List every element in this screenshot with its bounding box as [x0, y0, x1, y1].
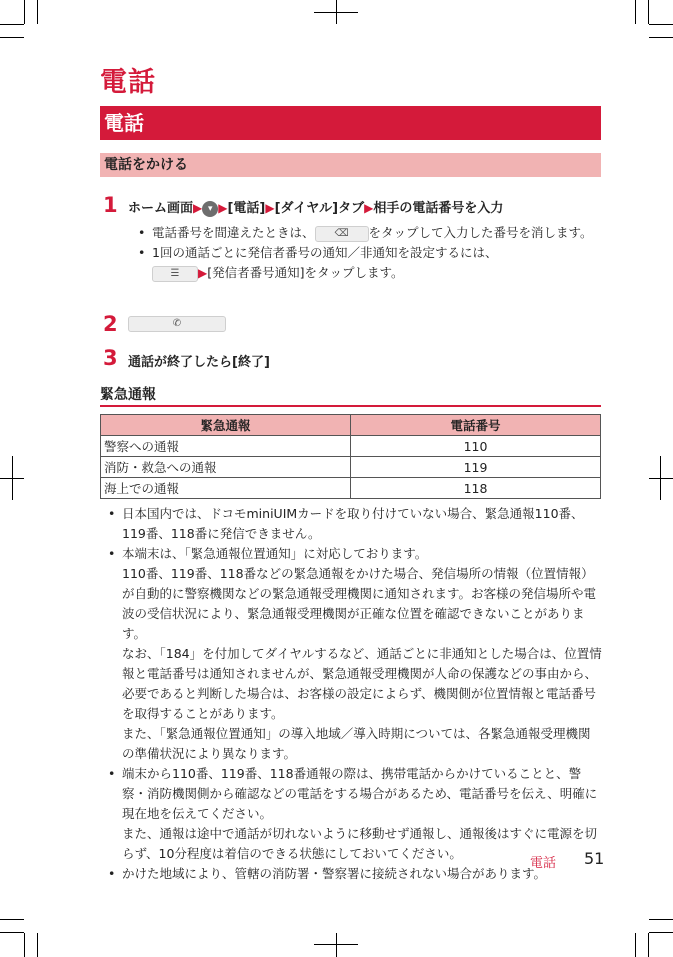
note-text: また、通報は途中で通話が切れないように移動せず通報し、通報後はすぐに電源を切らず、10分程度は着信のできる状態にしておいてください。: [122, 826, 598, 861]
table-cell: 警察への通報: [101, 436, 351, 457]
table-cell: 消防・救急への通報: [101, 457, 351, 478]
arrow-icon: ▶: [198, 266, 208, 280]
step-1-notes: [136, 223, 602, 283]
arrow-icon: ▶: [193, 201, 203, 215]
emergency-title: 緊急通報: [100, 387, 156, 403]
arrow-icon: ▶: [265, 201, 275, 215]
list-item: [106, 504, 602, 544]
emergency-notes: [106, 504, 605, 884]
backspace-key-icon: ⌫: [315, 226, 369, 242]
note-text: 110番、119番、118番などの緊急通報をかけた場合、発信場所の情報（位置情報）が自動的に警察機関などの緊急通報受理機関に通知されます。お客様の発信場所や電波の受信状況により、緊急通報受理機関が正確な位置を確認できないことがあります。: [122, 566, 597, 641]
table-cell: 110: [351, 436, 601, 457]
note-text: [発信者番号通知]をタップします。: [207, 265, 404, 280]
note-text: • 本端末は、「緊急通報位置通知」に対応しております。: [122, 546, 428, 561]
table-row: [101, 457, 601, 478]
note-text: また、「緊急通報位置通知」の導入地域／導入時期については、各緊急通報受理機関の準備状況により異なります。: [122, 726, 591, 761]
step-1-part-home: ホーム画面: [128, 201, 194, 216]
call-key-icon: ✆: [128, 316, 226, 332]
note-text: • 端末から110番、119番、118番通報の際は、携帯電話からかけていることと、警察・消防機関側から確認などの電話をする場合があるため、電話番号を伝え、明確に現在地を伝えてください。: [122, 766, 598, 821]
table-header: 緊急通報: [101, 415, 351, 436]
list-item: [106, 764, 602, 864]
table-header: 電話番号: [351, 415, 601, 436]
note-text: • 1回の通話ごとに発信者番号の通知／非通知を設定するには、: [152, 245, 498, 260]
footer-chapter-label: 電話: [530, 856, 557, 871]
section-subhead: 電話をかける: [100, 153, 601, 177]
step-1-instruction: [128, 197, 503, 217]
note-text: • かけた地域により、管轄の消防署・警察署に接続されない場合があります。: [122, 866, 547, 881]
step-3-number: 3: [103, 346, 118, 370]
note-text: をタップして入力した番号を消します。: [368, 225, 593, 240]
step-1-part-phone: [電話]: [227, 201, 266, 216]
list-item: [106, 544, 602, 764]
table-row: [101, 478, 601, 499]
menu-key-icon: ☰: [152, 266, 198, 282]
note-text: • 日本国内では、ドコモminiUIMカードを取り付けていない場合、緊急通報110番、119番、118番に発信できません。: [122, 506, 584, 541]
app-list-key-icon: ▾: [202, 201, 218, 217]
list-item: [136, 223, 602, 243]
page-title: 電話: [100, 67, 156, 98]
step-1-number: 1: [103, 193, 118, 217]
table-cell: 海上での通報: [101, 478, 351, 499]
arrow-icon: ▶: [218, 201, 228, 215]
step-1-part-enter: 相手の電話番号を入力: [373, 201, 504, 216]
arrow-icon: ▶: [364, 201, 374, 215]
list-item: [136, 243, 602, 283]
table-cell: 118: [351, 478, 601, 499]
emergency-table: [100, 414, 601, 499]
table-row: [101, 436, 601, 457]
step-2-number: 2: [103, 312, 118, 336]
step-1-part-dial-tab: [ダイヤル]タブ: [274, 201, 365, 216]
chapter-banner: 電話: [100, 106, 601, 140]
section-divider: [100, 405, 601, 407]
list-item: [106, 864, 602, 884]
page-number: 51: [584, 849, 605, 868]
step-3-instruction: 通話が終了したら[終了]: [128, 355, 270, 370]
note-text: なお、「184」を付加してダイヤルするなど、通話ごとに非通知とした場合は、位置情報と電話番号は通知されませんが、緊急通報受理機関が人命の保護などの事由から、必要であると判断した場合は、お客様の設定によらず、機関側が位置情報と電話番号を取得することがあります。: [122, 646, 602, 721]
table-cell: 119: [351, 457, 601, 478]
note-text: 電話番号を間違えたときは、: [152, 225, 315, 240]
